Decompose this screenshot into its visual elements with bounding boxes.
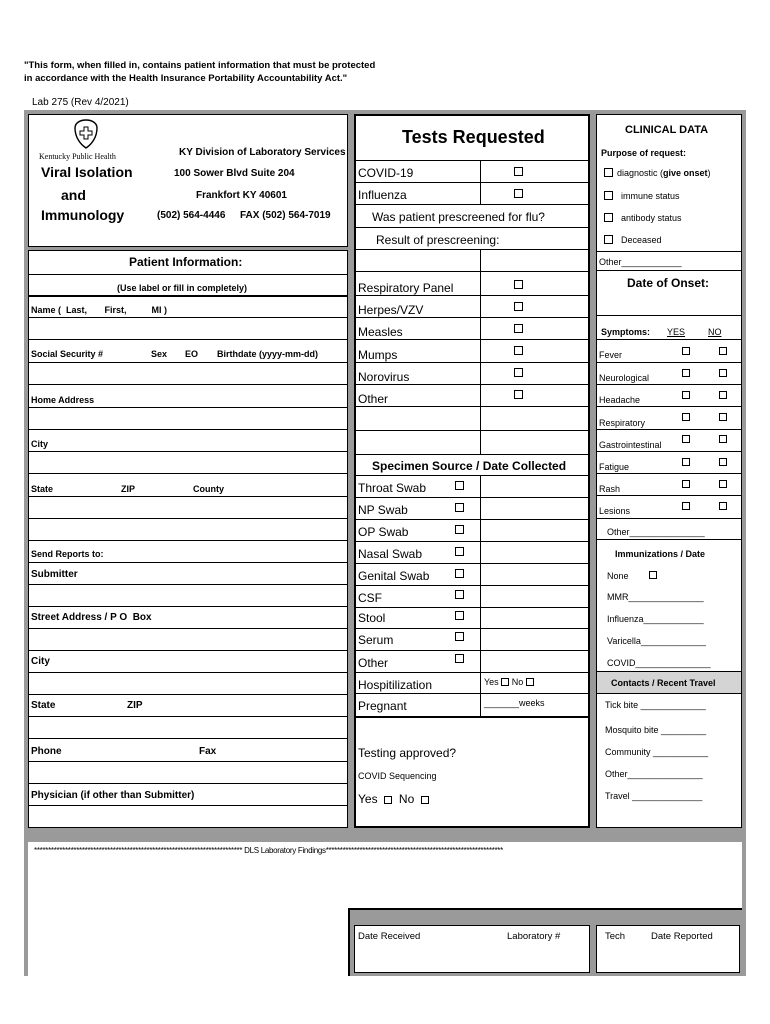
- physician-label: Physician (if other than Submitter): [31, 790, 195, 801]
- test-label: Mumps: [358, 348, 398, 362]
- no-header: NO: [708, 327, 722, 337]
- birthdate-label: Birthdate (yyyy-mm-dd): [217, 349, 319, 359]
- contact-line: Tick bite _____________: [605, 700, 706, 710]
- headache-no-checkbox[interactable]: [719, 391, 727, 399]
- logo-text: Kentucky Public Health: [39, 152, 116, 161]
- deceased-checkbox[interactable]: [604, 235, 613, 244]
- hosp-no-checkbox[interactable]: [526, 678, 534, 686]
- fatigue-yes-checkbox[interactable]: [682, 458, 690, 466]
- immunization-line: Varicella_____________: [607, 636, 706, 646]
- test-label: Respiratory Panel: [358, 281, 454, 295]
- sequencing-options: [358, 792, 429, 806]
- lab-address: 100 Sower Blvd Suite 204: [174, 168, 295, 179]
- contacts-heading: Contacts / Recent Travel: [611, 678, 716, 688]
- specimen-label: Nasal Swab: [358, 547, 423, 561]
- lab-fax: FAX (502) 564-7019: [240, 210, 331, 221]
- stool-checkbox[interactable]: [455, 611, 464, 620]
- clinical-data-box: [596, 114, 742, 828]
- symptom-label: Fatigue: [599, 462, 630, 472]
- op-swab-checkbox[interactable]: [455, 525, 464, 534]
- contact-line: Other_______________: [605, 769, 703, 779]
- mumps-checkbox[interactable]: [514, 346, 523, 355]
- hospitalization-label: Hospitilization: [358, 678, 433, 692]
- lab-city: Frankfort KY 40601: [196, 190, 287, 201]
- city2-label: City: [31, 656, 50, 667]
- lab-title-line1: Viral Isolation: [41, 164, 133, 180]
- seq-no-checkbox[interactable]: [421, 796, 429, 804]
- findings-area: [28, 842, 742, 908]
- name-label: Name ( Last, First, MI ): [31, 305, 168, 315]
- specimen-label: Other: [358, 656, 389, 670]
- symptom-label: Neurological: [599, 373, 650, 383]
- form-number: Lab 275 (Rev 4/2021): [32, 97, 129, 108]
- genital-swab-checkbox[interactable]: [455, 569, 464, 578]
- findings-divider: [348, 908, 742, 910]
- gastrointestinal-no-checkbox[interactable]: [719, 435, 727, 443]
- findings-vertical-rule: [348, 908, 350, 976]
- diagnostic-checkbox[interactable]: [604, 168, 613, 177]
- seq-yes-label: Yes: [358, 792, 378, 806]
- patient-info-box: [28, 250, 348, 828]
- hipaa-notice-line1: "This form, when filled in, contains patient information that must be protected: [24, 60, 376, 71]
- symptom-label: Respiratory: [599, 418, 646, 428]
- diag-bold: give onset: [663, 168, 708, 178]
- testing-approved-label: Testing approved?: [358, 746, 457, 760]
- other-test-checkbox[interactable]: [514, 390, 523, 399]
- county-label: County: [193, 484, 224, 494]
- lab-title-line3: Immunology: [41, 207, 125, 223]
- influenza-checkbox[interactable]: [514, 189, 523, 198]
- prescreen-result: Result of prescreening:: [376, 233, 500, 247]
- herpes-vzv-checkbox[interactable]: [514, 302, 523, 311]
- symptom-label: Headache: [599, 395, 641, 405]
- home-address-label: Home Address: [31, 395, 95, 405]
- rash-yes-checkbox[interactable]: [682, 480, 690, 488]
- lesions-no-checkbox[interactable]: [719, 502, 727, 510]
- hospitalization-options: [484, 677, 534, 687]
- symptom-label: Rash: [599, 484, 621, 494]
- tech-box: [596, 925, 740, 973]
- fax-label: Fax: [199, 746, 217, 757]
- immunization-line: MMR_______________: [607, 592, 704, 602]
- findings-label: ************************************************************************** DLS Laboratory Findings***************************************************************: [34, 846, 503, 855]
- immunizations-heading: Immunizations / Date: [615, 549, 706, 559]
- neurological-no-checkbox[interactable]: [719, 369, 727, 377]
- rash-no-checkbox[interactable]: [719, 480, 727, 488]
- covid-sequencing-label: COVID Sequencing: [358, 771, 437, 781]
- fever-no-checkbox[interactable]: [719, 347, 727, 355]
- gastrointestinal-yes-checkbox[interactable]: [682, 435, 690, 443]
- measles-checkbox[interactable]: [514, 324, 523, 333]
- other-specimen-checkbox[interactable]: [455, 654, 464, 663]
- lab-info-box: [28, 114, 348, 247]
- date-received-box: [354, 925, 590, 973]
- respiratory-no-checkbox[interactable]: [719, 413, 727, 421]
- diag-suffix: ): [707, 168, 711, 178]
- other-symptom: Other_______________: [607, 527, 705, 537]
- pregnant-weeks: _______weeks: [484, 698, 545, 708]
- fever-yes-checkbox[interactable]: [682, 347, 690, 355]
- neurological-yes-checkbox[interactable]: [682, 369, 690, 377]
- serum-checkbox[interactable]: [455, 632, 464, 641]
- specimen-source-heading: Specimen Source / Date Collected: [372, 459, 567, 473]
- headache-yes-checkbox[interactable]: [682, 391, 690, 399]
- fatigue-no-checkbox[interactable]: [719, 458, 727, 466]
- lab-title-line2: and: [61, 187, 86, 203]
- lab-number-label: Laboratory #: [507, 931, 561, 942]
- hosp-yes-checkbox[interactable]: [501, 678, 509, 686]
- yes-header: YES: [667, 327, 686, 337]
- city-label: City: [31, 439, 49, 449]
- purpose-label: Purpose of request:: [601, 148, 687, 158]
- hipaa-notice-line2: in accordance with the Health Insurance Portability Accountability Act.": [24, 73, 348, 84]
- purpose-option: Deceased: [621, 235, 662, 245]
- patient-info-subheading: (Use label or fill in completely): [117, 283, 248, 293]
- immunization-line: COVID_______________: [607, 658, 711, 668]
- zip-label: ZIP: [121, 484, 136, 494]
- date-received-label: Date Received: [358, 931, 421, 942]
- specimen-label: CSF: [358, 591, 382, 605]
- contact-line: Travel ______________: [605, 791, 703, 801]
- antibody-status-checkbox[interactable]: [604, 213, 613, 222]
- test-label: COVID-19: [358, 166, 414, 180]
- specimen-label: Stool: [358, 611, 386, 625]
- symptom-label: Lesions: [599, 506, 631, 516]
- findings-left-blank: [28, 908, 348, 976]
- symptoms-label: Symptoms:: [601, 327, 651, 337]
- nasal-swab-checkbox[interactable]: [455, 547, 464, 556]
- csf-checkbox[interactable]: [455, 590, 464, 599]
- test-label: Other: [358, 392, 389, 406]
- tests-heading: Tests Requested: [402, 127, 545, 147]
- tests-requested-box: [354, 114, 590, 828]
- test-label: Measles: [358, 325, 403, 339]
- purpose-option: antibody status: [621, 213, 682, 223]
- immunization-none-checkbox[interactable]: [649, 571, 657, 579]
- prescreen-question: Was patient prescreened for flu?: [372, 210, 545, 224]
- date-reported-label: Date Reported: [651, 931, 713, 942]
- contact-line: Community ___________: [605, 747, 709, 757]
- test-label: Herpes/VZV: [358, 303, 424, 317]
- patient-info-heading: Patient Information:: [129, 255, 243, 269]
- eo-label: EO: [185, 349, 199, 359]
- hosp-yes-label: Yes: [484, 677, 499, 687]
- purpose-option: immune status: [621, 191, 680, 201]
- lab-phone: (502) 564-4446: [157, 210, 226, 221]
- lesions-yes-checkbox[interactable]: [682, 502, 690, 510]
- throat-swab-checkbox[interactable]: [455, 481, 464, 490]
- submitter-label: Submitter: [31, 569, 78, 580]
- respiratory-yes-checkbox[interactable]: [682, 413, 690, 421]
- clinical-heading: CLINICAL DATA: [625, 124, 709, 136]
- state-label: State: [31, 484, 54, 494]
- diagnostic-option: [617, 168, 711, 178]
- test-label: Norovirus: [358, 370, 410, 384]
- diag-prefix: diagnostic (: [617, 168, 664, 178]
- sex-label: Sex: [151, 349, 168, 359]
- state2-label: State: [31, 700, 56, 711]
- seq-yes-checkbox[interactable]: [384, 796, 392, 804]
- immunization-line: Influenza____________: [607, 614, 704, 624]
- norovirus-checkbox[interactable]: [514, 368, 523, 377]
- respiratory-panel-checkbox[interactable]: [514, 280, 523, 289]
- pregnant-label: Pregnant: [358, 699, 407, 713]
- street-address-label: Street Address / P O Box: [31, 612, 152, 623]
- specimen-label: Serum: [358, 633, 394, 647]
- specimen-label: OP Swab: [358, 525, 409, 539]
- other-purpose: Other____________: [599, 257, 682, 267]
- kentucky-shield-logo: [73, 119, 99, 149]
- contact-line: Mosquito bite _________: [605, 725, 707, 735]
- symptom-label: Fever: [599, 350, 623, 360]
- specimen-label: NP Swab: [358, 503, 408, 517]
- hosp-no-label: No: [511, 677, 524, 687]
- tech-label: Tech: [605, 931, 626, 942]
- division-name: KY Division of Laboratory Services: [179, 147, 346, 158]
- ssn-label: Social Security #: [31, 349, 104, 359]
- specimen-label: Genital Swab: [358, 569, 430, 583]
- immune-status-checkbox[interactable]: [604, 191, 613, 200]
- phone-label: Phone: [31, 746, 62, 757]
- np-swab-checkbox[interactable]: [455, 503, 464, 512]
- zip2-label: ZIP: [127, 700, 143, 711]
- specimen-label: Throat Swab: [358, 481, 427, 495]
- symptom-label: Gastrointestinal: [599, 440, 662, 450]
- test-label: Influenza: [358, 188, 407, 202]
- seq-no-label: No: [398, 792, 415, 806]
- none-label: None: [607, 571, 629, 581]
- covid-19-checkbox[interactable]: [514, 167, 523, 176]
- onset-heading: Date of Onset:: [627, 276, 710, 290]
- send-reports-label: Send Reports to:: [31, 549, 104, 559]
